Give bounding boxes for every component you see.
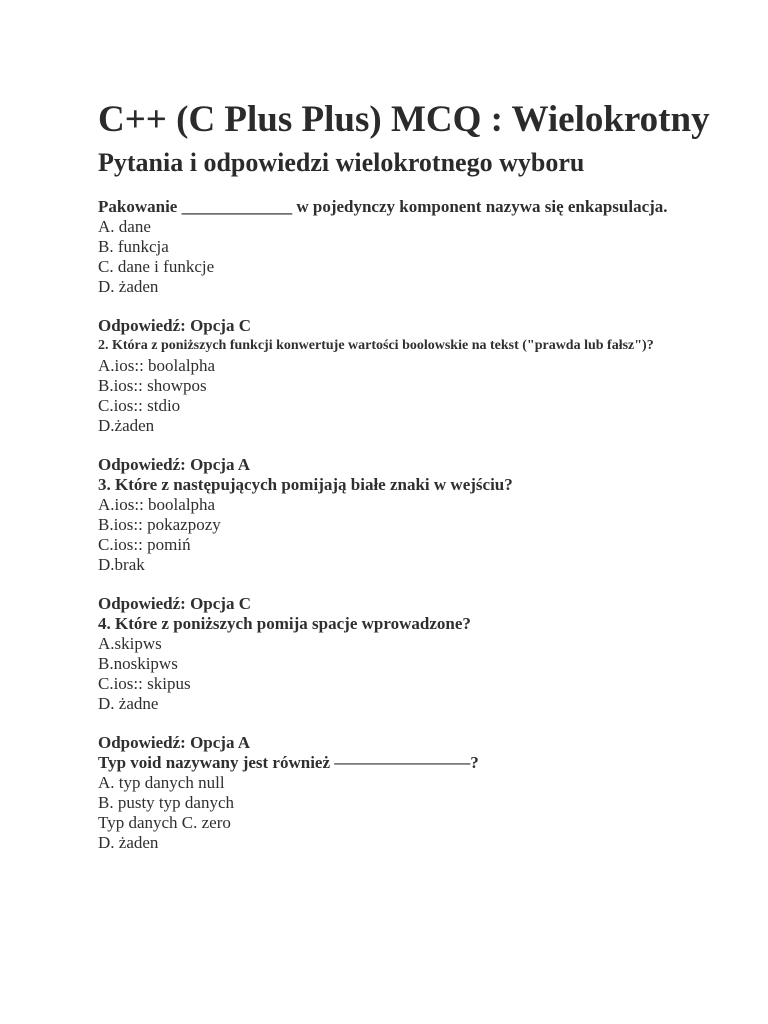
question-2-option-d: D.żaden <box>98 416 155 435</box>
question-1-option-d: D. żaden <box>98 277 159 296</box>
question-3-text: 3. Które z następujących pomijają białe znaki w wejściu? <box>98 475 513 494</box>
question-1-option-c: C. dane i funkcje <box>98 257 215 276</box>
question-2-answer: Odpowiedź: Opcja A <box>98 455 251 474</box>
question-3-option-c: C.ios:: pomiń <box>98 535 191 554</box>
question-1-option-b: B. funkcja <box>98 237 169 256</box>
question-3-option-b: B.ios:: pokazpozy <box>98 515 221 534</box>
question-2-option-a: A.ios:: boolalpha <box>98 356 216 375</box>
document-page <box>98 98 738 853</box>
question-2 <box>98 336 738 436</box>
question-4 <box>98 614 738 714</box>
question-5-option-d: D. żaden <box>98 833 159 852</box>
question-3-option-a: A.ios:: boolalpha <box>98 495 216 514</box>
question-3 <box>98 475 738 575</box>
question-2-text: 2. Która z poniższych funkcji konwertuje wartości boolowskie na tekst ("prawda lub fałsz")? <box>98 338 654 353</box>
question-4-option-c: C.ios:: skipus <box>98 674 191 693</box>
question-1-answer: Odpowiedź: Opcja C <box>98 316 251 335</box>
question-2-option-c: C.ios:: stdio <box>98 396 181 415</box>
question-5-option-b: B. pusty typ danych <box>98 793 234 812</box>
question-3-option-d: D.brak <box>98 555 145 574</box>
question-1-option-a: A. dane <box>98 217 151 236</box>
question-4-option-b: B.noskipws <box>98 654 178 673</box>
question-5-option-a: A. typ danych null <box>98 773 225 792</box>
question-5 <box>98 753 738 853</box>
question-1-text: Pakowanie _____________ w pojedynczy komponent nazywa się enkapsulacja. <box>98 197 668 216</box>
question-4-option-d: D. żadne <box>98 694 159 713</box>
question-4-text: 4. Które z poniższych pomija spacje wprowadzone? <box>98 614 471 633</box>
question-3-answer: Odpowiedź: Opcja C <box>98 594 251 613</box>
page-subtitle: Pytania i odpowiedzi wielokrotnego wyboru <box>98 148 585 177</box>
question-5-text: Typ void nazywany jest również ————————? <box>98 753 479 772</box>
question-4-option-a: A.skipws <box>98 634 162 653</box>
page-title: C++ (C Plus Plus) MCQ : Wielokrotny <box>98 99 710 140</box>
question-4-answer: Odpowiedź: Opcja A <box>98 733 251 752</box>
question-2-option-b: B.ios:: showpos <box>98 376 207 395</box>
question-5-option-c: Typ danych C. zero <box>98 813 231 832</box>
question-1 <box>98 197 738 297</box>
